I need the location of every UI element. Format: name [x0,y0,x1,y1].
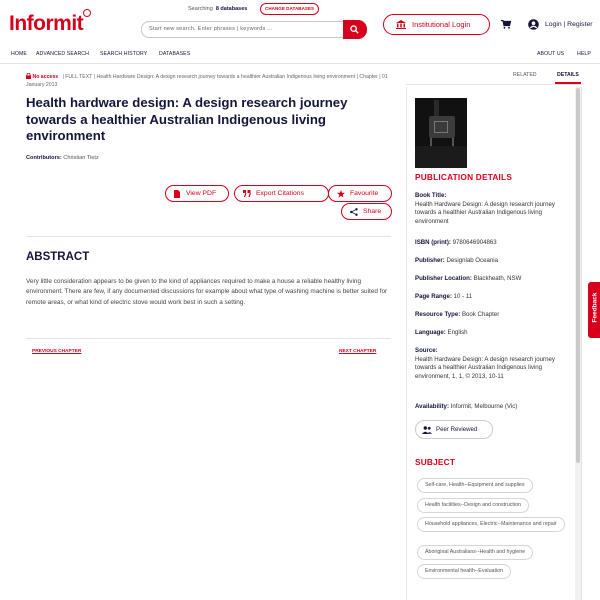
nav-home[interactable]: HOME [11,51,27,57]
cart-icon[interactable] [501,20,511,29]
publisher-location-label: Publisher Location: [415,275,472,282]
availability-label: Availability: [415,403,449,410]
institutional-login-button[interactable] [383,14,490,35]
peer-reviewed-badge[interactable] [415,420,493,439]
cover-stove-leg-shape [430,138,432,146]
subject-tag[interactable]: Household appliances, Electric--Maintenance and repair [417,517,565,532]
abstract-text: Very little consideration appears to be given to the kind of appliances required to make a house a reliable healthy living environment. There are few, if any documented discussions for example about what type of washing machine is better suited for remote areas, or what kind of electric stove would work best in such a setting. [26,278,388,306]
book-cover-image[interactable] [415,98,467,168]
cover-stove-door-shape [434,121,448,133]
top-navigation [0,44,600,64]
nav-databases[interactable]: DATABASES [159,51,191,57]
tab-details[interactable]: DETAILS [557,72,579,78]
contributors-label: Contributors: [26,155,62,161]
subject-tag[interactable]: Self-care, Health--Equipment and supplies [417,478,533,493]
source-label: Source: [415,347,438,354]
nav-about-us[interactable]: ABOUT US [537,51,565,57]
change-databases-button[interactable]: CHANGE DATABASES [260,3,319,15]
contributors-line [26,155,99,161]
language-label: Language: [415,329,446,336]
informit-logo[interactable]: Informit [9,12,83,36]
tab-related[interactable]: RELATED [513,72,537,78]
publisher-field [415,257,573,266]
resource-type-field [415,311,573,320]
institutional-login-label: Institutional Login [412,20,471,29]
cover-stove-leg-shape [452,138,454,146]
isbn-field [415,239,573,248]
database-count: 8 databases [215,6,248,12]
search-input[interactable]: Start new search. Enter phrases | keywords ... [141,21,344,38]
peer-reviewed-label: Peer Reviewed [436,426,478,433]
availability-field [415,403,573,412]
user-account-icon[interactable] [528,19,539,30]
publication-details-panel [406,87,582,600]
book-title-value: Health Hardware Design: A design research journey towards a healthier Australian Indigenous living environment [415,200,555,225]
share-label: Share [363,208,382,215]
quote-icon [243,190,251,197]
star-icon [337,190,345,198]
page-range-label: Page Range: [415,293,452,300]
page-title: Health hardware design: A design research journey towards a healthier Australian Indigenous living environment [26,95,348,143]
next-chapter-link[interactable]: NEXT CHAPTER [339,349,377,354]
abstract-heading: ABSTRACT [26,251,90,263]
subject-tag[interactable]: Aboriginal Australians--Health and hygiene [417,545,533,560]
export-citations-button[interactable] [234,185,329,202]
subject-tag[interactable]: Environmental health--Evaluation [417,564,511,579]
subject-tag[interactable]: Health facilities--Design and construction [417,498,529,513]
language-field [415,329,573,338]
nav-help[interactable]: HELP [577,51,591,57]
logo-ring-icon [83,9,91,17]
share-button[interactable] [341,203,392,220]
publisher-location-value: Blackheath, NSW [473,275,522,282]
previous-chapter-link[interactable]: PREVIOUS CHAPTER [32,349,82,354]
nav-advanced-search[interactable]: ADVANCED SEARCH [36,51,89,57]
feedback-tab[interactable] [588,282,600,338]
cover-stove-pipe-shape [434,100,439,116]
breadcrumb [26,73,396,89]
feedback-label: Feedback [591,292,599,323]
divider [26,338,391,339]
people-icon [422,426,432,434]
view-pdf-button[interactable] [165,185,229,202]
lock-icon [26,73,31,79]
tabs-divider [406,84,584,85]
isbn-label: ISBN (print): [415,239,451,246]
share-icon [350,208,358,216]
source-field [415,347,573,381]
searching-databases-line: Searching 8 databases [188,6,248,12]
institution-icon [396,20,406,29]
publisher-label: Publisher: [415,257,445,264]
page-range-field [415,293,573,302]
source-value: Health Hardware Design: A design research journey towards a healthier Australian Indigenous living environment, 1, 1, © 2013, 10-11 [415,355,555,380]
export-citations-label: Export Citations [256,190,304,197]
nav-search-history[interactable]: SEARCH HISTORY [100,51,148,57]
document-icon [174,190,180,198]
publisher-location-field [415,275,573,284]
publication-details-heading: PUBLICATION DETAILS [415,172,513,182]
book-title-field [415,192,573,226]
login-register-link[interactable]: Login | Register [545,21,593,28]
search-button[interactable] [343,20,367,39]
divider [26,236,391,237]
book-title-label: Book Title: [415,192,447,199]
isbn-value: 9780646904863 [452,239,497,246]
cover-floor-shape [415,146,467,168]
favourite-button[interactable] [328,185,392,202]
page-range-value: 10 - 11 [453,293,473,300]
view-pdf-label: View PDF [186,190,217,197]
breadcrumb-details: | FULL TEXT | Health Hardware Design: A design research journey towards a healthier Australian Indigenous living environment | Chapter | 01 January 2013 [26,74,388,88]
availability-value: Informit, Melbourne (Vic) [450,403,518,410]
details-scrollbar-thumb[interactable] [576,88,580,463]
resource-type-label: Resource Type: [415,311,461,318]
subject-heading: SUBJECT [415,457,456,467]
search-icon [350,25,359,34]
favourite-label: Favourite [350,190,379,197]
publisher-value: Designlab Oceania [446,257,498,264]
contributor-link[interactable]: Christian Tietz [63,155,99,161]
language-value: English [447,329,468,336]
resource-type-value: Book Chapter [461,311,500,318]
no-access-label: No access [32,74,59,80]
